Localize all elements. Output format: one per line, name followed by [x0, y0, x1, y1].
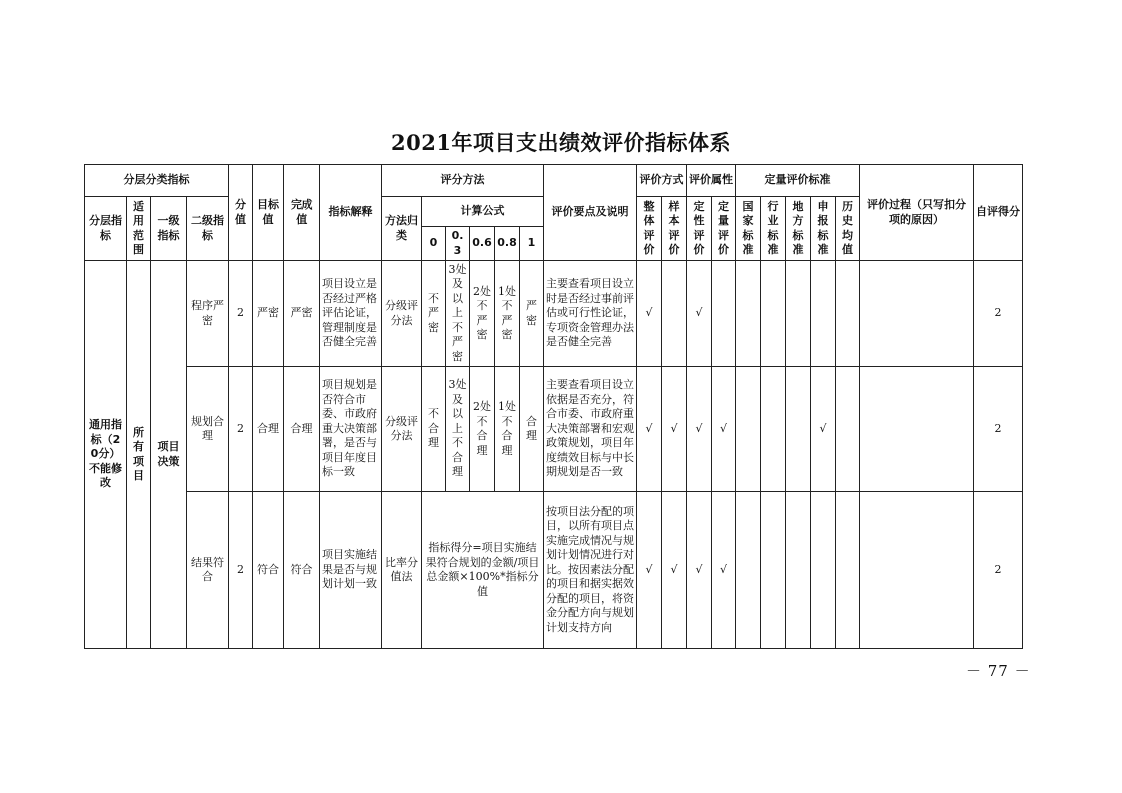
row-standard-industry — [761, 261, 786, 367]
row-eval-process[interactable] — [860, 492, 974, 649]
row-score: 2 — [229, 261, 253, 367]
row-standard-local — [786, 367, 811, 492]
header-level2: 二级指标 — [187, 197, 229, 261]
header-eval-method: 评价方式 — [637, 165, 687, 197]
group-scope: 所有项目 — [127, 261, 151, 649]
header-scoring-method: 评分方法 — [382, 165, 544, 197]
header-formula-col-0: 0 — [422, 227, 446, 261]
header-eval-attr: 评价属性 — [687, 165, 736, 197]
row-formula-0: 不合理 — [422, 367, 446, 492]
row-standard-declared: √ — [811, 367, 836, 492]
header-layered-indicators: 分层分类指标 — [85, 165, 229, 197]
row-level2: 规划合理 — [187, 367, 229, 492]
header-standard-declared: 申报标准 — [811, 197, 836, 261]
row-completion: 合理 — [284, 367, 320, 492]
row-qualitative: √ — [687, 261, 712, 367]
row-standard-historical — [836, 367, 860, 492]
row-standard-industry — [761, 367, 786, 492]
table-row — [85, 367, 1023, 492]
row-formula-0-8: 1处不合理 — [495, 367, 520, 492]
table-row — [85, 492, 1023, 649]
row-key-points: 主要查看项目设立依据是否充分，符合市委、市政府重大决策部署和宏观政策规划，项目年度绩效目标与中长期规划是否一致 — [544, 367, 637, 492]
row-quantitative — [712, 261, 736, 367]
table-row — [85, 261, 1023, 367]
header-whole-eval: 整体评价 — [637, 197, 662, 261]
header-quantitative: 定量评价 — [712, 197, 736, 261]
header-formula-col-0-8: 0.8 — [495, 227, 520, 261]
header-self-score: 自评得分 — [974, 165, 1023, 261]
row-sample-eval: √ — [662, 367, 687, 492]
row-qualitative: √ — [687, 492, 712, 649]
row-key-points: 主要查看项目设立时是否经过事前评估或可行性论证，专项资金管理办法是否健全完善 — [544, 261, 637, 367]
header-formula-col-1: 1 — [520, 227, 544, 261]
row-formula: 指标得分=项目实施结果符合规划的金额/项目总金额×100%*指标分值 — [422, 492, 544, 649]
row-formula-0-6: 2处不合理 — [470, 367, 495, 492]
row-whole-eval: √ — [637, 367, 662, 492]
header-formula-col-0-6: 0.6 — [470, 227, 495, 261]
header-eval-process: 评价过程（只写扣分项的原因） — [860, 165, 974, 261]
row-level2: 程序严密 — [187, 261, 229, 367]
header-qualitative: 定性评价 — [687, 197, 712, 261]
header-sample-eval: 样本评价 — [662, 197, 687, 261]
row-standard-local — [786, 261, 811, 367]
row-whole-eval: √ — [637, 261, 662, 367]
row-eval-process[interactable] — [860, 367, 974, 492]
header-layer-indicator: 分层指标 — [85, 197, 127, 261]
row-self-score: 2 — [974, 367, 1023, 492]
row-formula-0-3: 3处及以上不严密 — [446, 261, 470, 367]
row-standard-national — [736, 367, 761, 492]
row-standard-local — [786, 492, 811, 649]
page-number: － 77 － — [966, 662, 1031, 680]
group-layer-indicator: 通用指标（20分）不能修改 — [85, 261, 127, 649]
row-standard-declared — [811, 492, 836, 649]
row-sample-eval: √ — [662, 492, 687, 649]
row-formula-0-8: 1处不严密 — [495, 261, 520, 367]
row-standard-historical — [836, 261, 860, 367]
header-explanation: 指标解释 — [320, 165, 382, 261]
row-standard-historical — [836, 492, 860, 649]
row-explanation: 项目设立是否经过严格评估论证，管理制度是否健全完善 — [320, 261, 382, 367]
row-target: 符合 — [253, 492, 284, 649]
header-standard-industry: 行业标准 — [761, 197, 786, 261]
row-standard-declared — [811, 261, 836, 367]
group-level1: 项目决策 — [151, 261, 187, 649]
row-self-score: 2 — [974, 261, 1023, 367]
header-standard-national: 国家标准 — [736, 197, 761, 261]
header-key-points: 评价要点及说明 — [544, 165, 637, 261]
row-sample-eval — [662, 261, 687, 367]
row-whole-eval: √ — [637, 492, 662, 649]
evaluation-indicator-table — [84, 164, 1023, 649]
row-completion: 严密 — [284, 261, 320, 367]
header-level1: 一级指标 — [151, 197, 187, 261]
row-formula-1: 严密 — [520, 261, 544, 367]
row-standard-national — [736, 492, 761, 649]
row-level2: 结果符合 — [187, 492, 229, 649]
row-formula-0-3: 3处及以上不合理 — [446, 367, 470, 492]
row-eval-process[interactable] — [860, 261, 974, 367]
row-qualitative: √ — [687, 367, 712, 492]
row-quantitative: √ — [712, 492, 736, 649]
row-formula-0-6: 2处不严密 — [470, 261, 495, 367]
header-scope: 适用范围 — [127, 197, 151, 261]
row-quantitative: √ — [712, 367, 736, 492]
row-method-type: 分级评分法 — [382, 367, 422, 492]
row-self-score: 2 — [974, 492, 1023, 649]
row-key-points: 按项目法分配的项目，以所有项目点实施完成情况与规划计划情况进行对比。按因素法分配的项目和据实据效分配的项目，将资金分配方向与规划计划支持方向 — [544, 492, 637, 649]
row-formula-0: 不严密 — [422, 261, 446, 367]
row-method-type: 比率分值法 — [382, 492, 422, 649]
row-standard-industry — [761, 492, 786, 649]
header-target: 目标值 — [253, 165, 284, 261]
row-explanation: 项目实施结果是否与规划计划一致 — [320, 492, 382, 649]
row-target: 合理 — [253, 367, 284, 492]
row-score: 2 — [229, 367, 253, 492]
header-formula: 计算公式 — [422, 197, 544, 227]
header-formula-col-0-3: 0.3 — [446, 227, 470, 261]
row-method-type: 分级评分法 — [382, 261, 422, 367]
page-title: 2021年项目支出绩效评价指标体系 — [391, 130, 731, 155]
row-completion: 符合 — [284, 492, 320, 649]
row-formula-1: 合理 — [520, 367, 544, 492]
header-score: 分值 — [229, 165, 253, 261]
header-standard-local: 地方标准 — [786, 197, 811, 261]
row-standard-national — [736, 261, 761, 367]
row-target: 严密 — [253, 261, 284, 367]
header-completion: 完成值 — [284, 165, 320, 261]
row-explanation: 项目规划是否符合市委、市政府重大决策部署，是否与项目年度目标一致 — [320, 367, 382, 492]
row-score: 2 — [229, 492, 253, 649]
header-standard-historical: 历史均值 — [836, 197, 860, 261]
header-quant-standards: 定量评价标准 — [736, 165, 860, 197]
header-method-type: 方法归类 — [382, 197, 422, 261]
